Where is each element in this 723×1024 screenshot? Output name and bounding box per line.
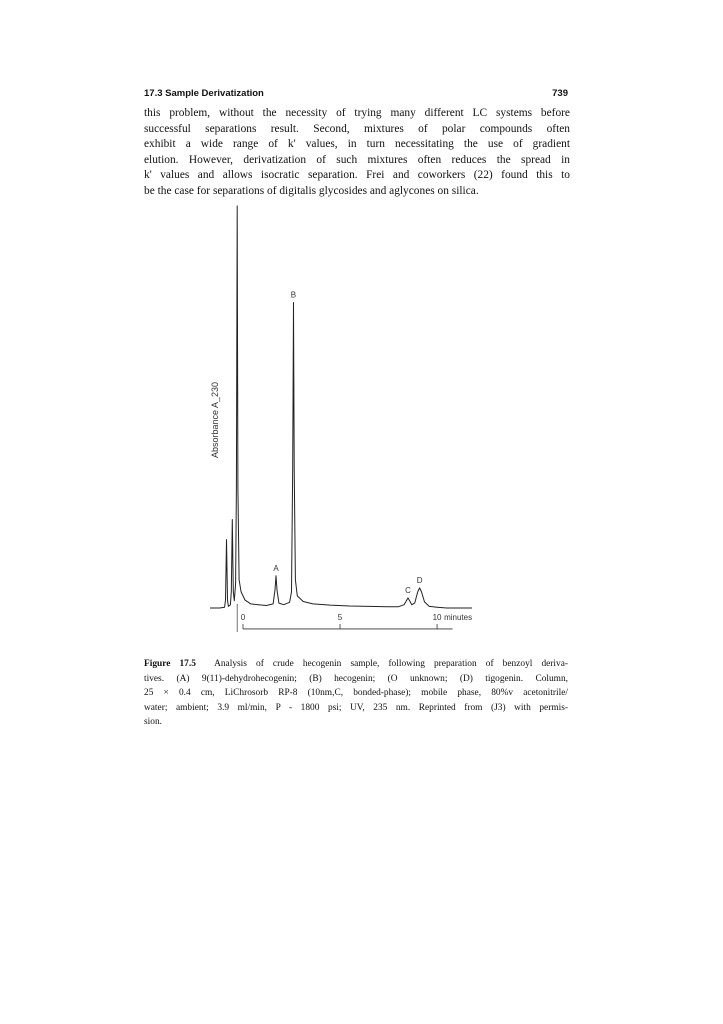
chromatogram-trace [210, 206, 472, 608]
body-line: this problem, without the necessity of trying many different LC systems before [144, 107, 570, 119]
peak-label: D [416, 575, 423, 585]
peak-label: B [290, 290, 297, 300]
figure-caption [144, 657, 568, 730]
caption-line: sion. [144, 717, 162, 728]
caption-line: 25 × 0.4 cm, LiChrosorb RP-8 (10nm,C, bonded-phase); mobile phase, 80%v acetonitrile/ [144, 688, 568, 699]
caption-line: water; ambient; 3.9 ml/min, P - 1800 psi; UV, 235 nm. Reprinted from (J3) with permis- [144, 702, 568, 713]
section-title: 17.3 Sample Derivatization [144, 88, 264, 99]
peak-label: A [273, 563, 279, 573]
x-tick-label: 0 [240, 612, 246, 622]
body-line: exhibit a wide range of k' values, in turn necessitating the use of gradient [144, 138, 570, 151]
caption-line [144, 657, 568, 672]
chromatogram-figure [200, 200, 480, 645]
body-line: successful separations result. Second, mixtures of polar compounds often [144, 122, 570, 135]
y-axis-label: Absorbance A_230 [210, 381, 220, 459]
running-head [144, 88, 568, 102]
body-line: be the case for separations of digitalis glycosides and aglycones on silica. [144, 184, 479, 197]
caption-first-line-text: Analysis of crude hecogenin sample, following preparation of benzoyl deriva- [214, 659, 569, 669]
body-paragraph [144, 106, 570, 200]
x-tick-label: 10 [432, 612, 442, 622]
caption-line: tives. (A) 9(11)-dehydrohecogenin; (B) hecogenin; (O unknown; (D) tigogenin. Column, [144, 673, 568, 684]
peak-label: C [405, 585, 411, 595]
figure-label: Figure 17.5 [144, 659, 196, 669]
body-line: elution. However, derivatization of such mixtures often reduces the spread in [144, 153, 570, 166]
x-axis-unit-label: minutes [444, 612, 473, 622]
page-number: 739 [552, 88, 568, 99]
x-tick-label: 5 [337, 612, 343, 622]
body-line: k' values and allows isocratic separation. Frei and coworkers (22) found this to [144, 169, 570, 182]
